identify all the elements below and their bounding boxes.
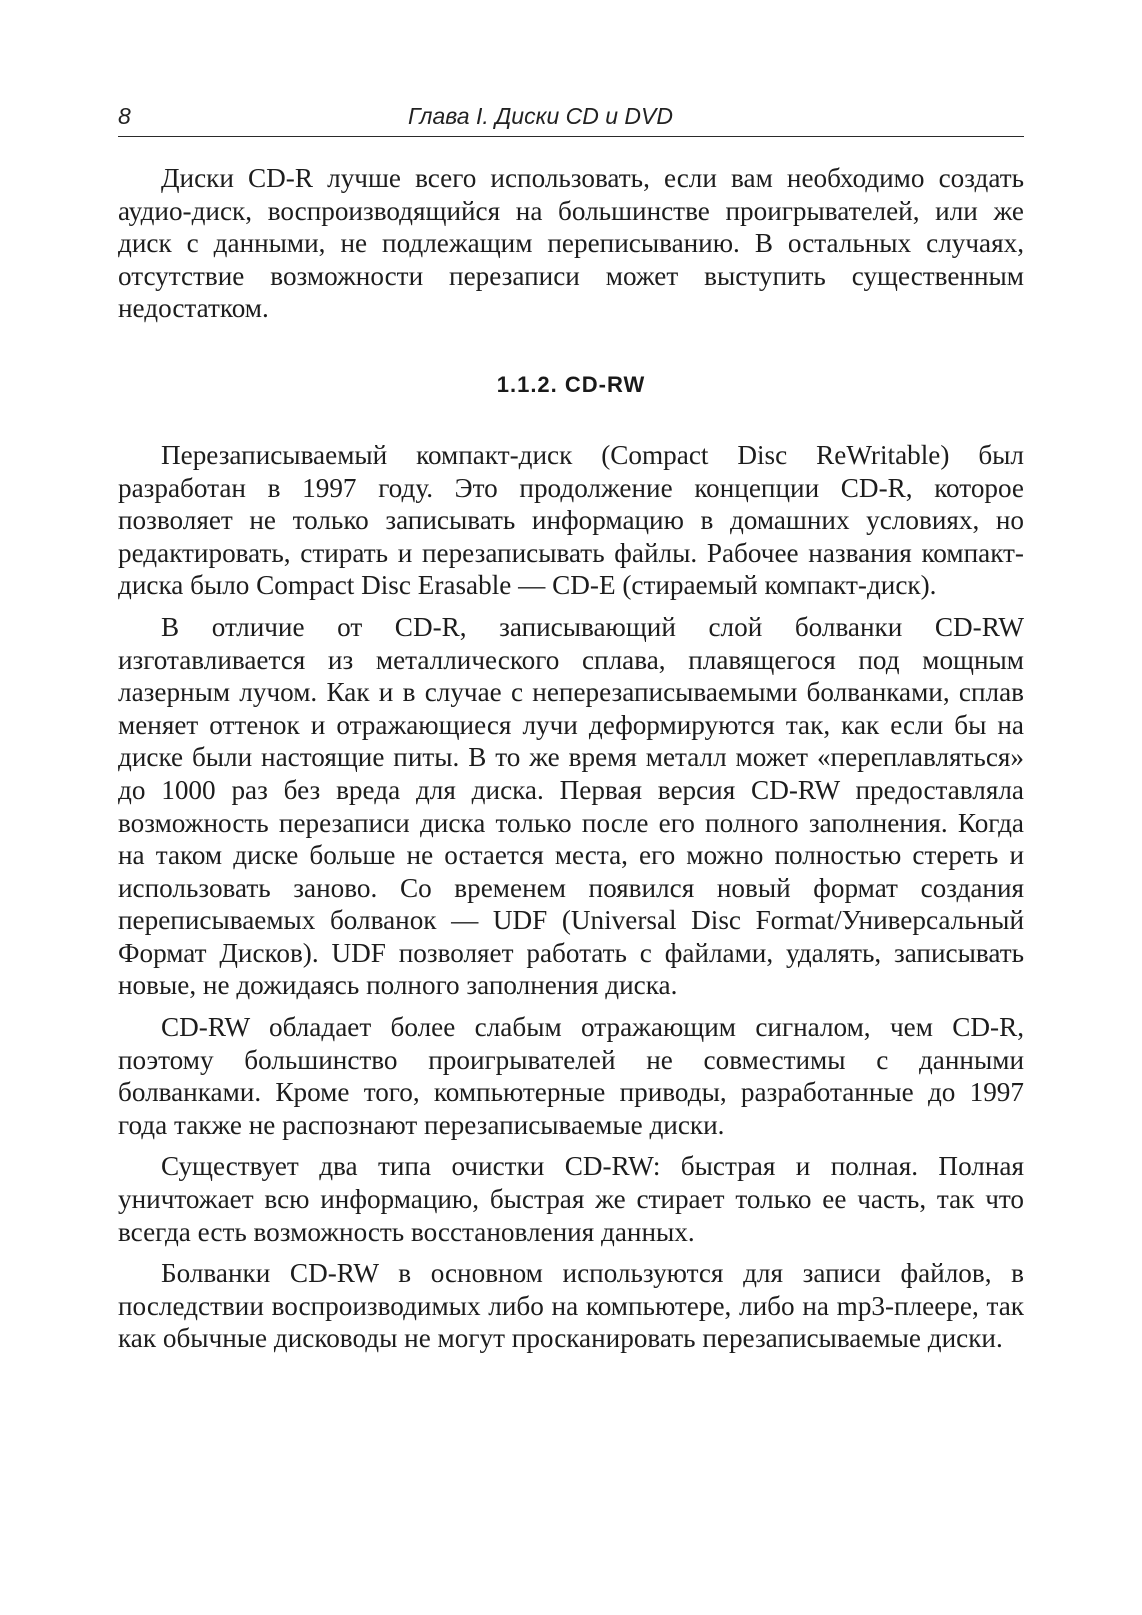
paragraph-technology: В отличие от CD-R, записывающий слой болванки CD-RW изготавливается из металлического сплава, плавящегося под мощным лазерным лучом. Как и в случае с неперезаписываемыми болванками, сплав меняет оттенок и отражающиеся лучи деформируются так, как если бы на диске были настоящие питы. В то же время металл может «переплавляться» до 1000 раз без вреда для диска. Первая версия CD-RW предоставляла возможность перезаписи диска только после его полного заполнения. Когда на таком диске больше не остается места, его можно полностью стереть и использовать заново. Со временем появился новый формат создания переписываемых болванок — UDF (Universal Disc Format/Универсальный Формат Дисков). UDF позволяет работать с файлами, удалять, записывать новые, не дожидаясь полного заполнения диска. [118, 611, 1024, 1001]
running-header [118, 102, 1024, 137]
chapter-title: Глава I. Диски CD и DVD [408, 103, 673, 129]
page-number: 8 [118, 103, 131, 129]
paragraph-erase-types: Существует два типа очистки CD-RW: быстрая и полная. Полная уничтожает всю информацию, быстрая же стирает только ее часть, так что всегда есть возможность восстановления данных. [118, 1151, 1024, 1247]
paragraph-usage: Болванки CD-RW в основном используются для записи файлов, в последствии воспроизводимых либо на компьютере, либо на mp3-плеере, так как обычные дисководы не могут просканировать перезаписываемые диски. [118, 1258, 1024, 1354]
intro-paragraph: Диски CD-R лучше всего использовать, если вам необходимо создать аудио-диск, воспроизводящийся на большинстве проигрывателей, или же диск с данными, не подлежащим переписыванию. В остальных случаях, отсутствие возможности перезаписи может выступить существенным недостатком. [118, 163, 1024, 324]
paragraph-history: Перезаписываемый компакт-диск (Compact Disc ReWritable) был разработан в 1997 году. Это продолжение концепции CD-R, которое позволяет не только записывать информацию в домашних условиях, но редактировать, стирать и перезаписывать файлы. Рабочее названия компакт-диска было Compact Disc Erasable — CD-E (стираемый компакт-диск). [118, 439, 1024, 601]
body-text [118, 162, 1024, 1355]
section-heading: 1.1.2. CD-RW [496, 371, 646, 397]
paragraph-compatibility: CD-RW обладает более слабым отражающим сигналом, чем CD-R, поэтому большинство проигрывателей не совместимы с данными болванками. Кроме того, компьютерные приводы, разработанные до 1997 года также не распознают перезаписываемые диски. [118, 1012, 1024, 1140]
